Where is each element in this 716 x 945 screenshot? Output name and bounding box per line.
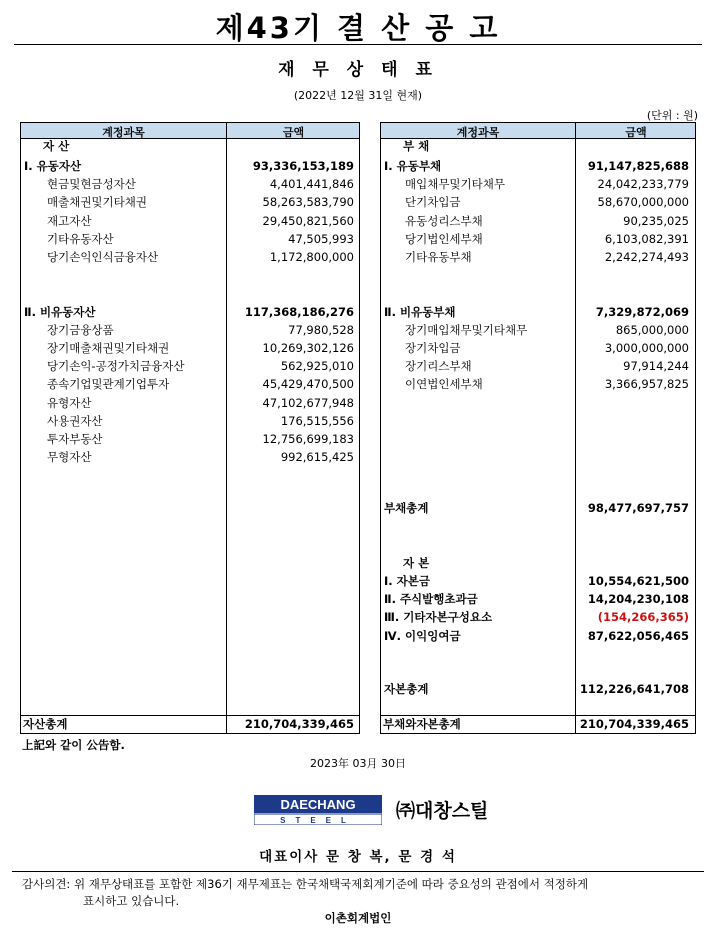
ceo-names: 대표이사 문 창 복, 문 경 석: [259, 849, 457, 865]
liability-row-amount: 58,670,000,000: [597, 195, 689, 210]
equity-total-amount: 112,226,641,708: [579, 682, 689, 696]
asset-row-amount: 176,515,556: [280, 413, 354, 428]
asset-row-label: 장기금융상품: [47, 322, 114, 337]
liability-row-label: 단기차입금: [405, 195, 461, 210]
asset-row-label: 무형자산: [47, 450, 92, 465]
equity-section-label: 자 본: [403, 556, 430, 570]
asset-row-amount: 4,401,441,846: [269, 177, 354, 192]
asset-row-amount: 29,450,821,560: [262, 213, 354, 228]
liability-row-amount: 3,000,000,000: [604, 341, 689, 355]
announcement-note: 上記와 같이 公告함.: [22, 738, 125, 752]
asset-row-amount: 12,756,699,183: [262, 432, 354, 446]
assets-total-label: 자산총계: [23, 717, 68, 731]
company-name: ㈜대창스틸: [396, 800, 489, 822]
equity-row-label: Ⅲ. 기타자본구성요소: [384, 610, 493, 625]
svg-text:DAECHANG: DAECHANG: [280, 797, 356, 812]
audit-opinion-line-2: 표시하고 있습니다.: [83, 894, 180, 908]
equity-total-label: 자본총계: [384, 682, 429, 696]
liability-row-amount: 97,914,244: [623, 359, 689, 374]
asset-row-label: 투자부동산: [47, 432, 103, 446]
asset-row-amount: 47,102,677,948: [262, 395, 354, 410]
account-column-header: 계정과목: [102, 126, 145, 139]
assets-table: [20, 122, 360, 734]
liabilities-section-label: 부 채: [403, 139, 430, 153]
liability-row-label: 장기차입금: [405, 341, 461, 355]
liability-row-label: 유동성리스부채: [405, 213, 483, 228]
title-rule: [14, 44, 702, 45]
asset-row-amount: 93,336,153,189: [252, 159, 354, 173]
asset-row-label: 사용권자산: [47, 413, 103, 428]
asset-row-amount: 58,263,583,790: [262, 195, 354, 210]
assets-section-label: 자 산: [43, 139, 70, 153]
equity-row-label: Ⅱ. 주식발행초과금: [384, 592, 478, 607]
asset-row-amount: 1,172,800,000: [269, 250, 354, 264]
asset-row-label: 당기손익-공정가치금융자산: [47, 359, 185, 374]
liability-row-label: 장기매입채무및기타채무: [405, 322, 528, 337]
asset-row-label: 현금및현금성자산: [47, 177, 136, 192]
liability-row-amount: 865,000,000: [615, 322, 689, 337]
liability-row-amount: 7,329,872,069: [595, 304, 689, 319]
asset-row-label: 종속기업및관계기업투자: [47, 377, 170, 392]
account-column-header: 계정과목: [456, 126, 500, 139]
liability-row-label: Ⅱ. 비유동부채: [384, 304, 456, 319]
asset-row-label: 당기손익인식금융자산: [47, 250, 159, 264]
asset-row-amount: 117,368,186,276: [244, 304, 354, 319]
asset-row-amount: 45,429,470,500: [262, 377, 354, 392]
statement-title: 재 무 상 태 표: [278, 60, 438, 80]
amount-column-header: 금액: [625, 126, 647, 139]
liability-row-label: Ⅰ. 유동부채: [384, 159, 442, 173]
liabilities-total-amount: 98,477,697,757: [587, 501, 689, 515]
liability-row-amount: 91,147,825,688: [587, 159, 689, 173]
asset-row-amount: 992,615,425: [280, 450, 354, 465]
assets-total-amount: 210,704,339,465: [244, 717, 354, 731]
asset-row-label: 매출채권및기타채권: [47, 195, 147, 210]
auditor-name: 이촌회계법인: [324, 911, 392, 925]
equity-row-amount: 14,204,230,108: [587, 592, 689, 607]
page-title: 제43기 결 산 공 고: [215, 11, 501, 45]
liability-row-amount: 90,235,025: [623, 213, 689, 228]
liabilities-equity-table: [380, 122, 696, 734]
daechang-steel-logo: [254, 795, 382, 825]
liabilities-equity-total-row: [381, 715, 695, 733]
equity-row-amount: 87,622,056,465: [587, 628, 689, 643]
asset-row-label: Ⅱ. 비유동자산: [24, 304, 96, 319]
liabilities-equity-total-label: 부채와자본총계: [383, 717, 461, 731]
liability-row-amount: 2,242,274,493: [604, 250, 689, 264]
bottom-rule: [12, 871, 704, 872]
asset-row-label: 장기매출채권및기타채권: [47, 341, 170, 355]
liability-row-label: 장기리스부채: [405, 359, 472, 374]
equity-row-amount: 10,554,621,500: [587, 574, 689, 588]
asset-row-label: 기타유동자산: [47, 231, 114, 246]
amount-column-header: 금액: [282, 126, 305, 139]
equity-row-label: Ⅳ. 이익잉여금: [384, 628, 461, 643]
asset-row-amount: 77,980,528: [288, 322, 354, 337]
asset-row-amount: 47,505,993: [288, 231, 354, 246]
liability-row-label: 이연법인세부채: [405, 377, 483, 392]
equity-row-amount: (154,266,365): [597, 610, 689, 625]
unit-label: (단위 : 원): [646, 109, 698, 122]
liability-row-label: 기타유동부채: [405, 250, 472, 264]
asset-row-label: 재고자산: [47, 213, 92, 228]
liabilities-total-label: 부채총계: [384, 501, 429, 515]
audit-opinion-line-1: 감사의견: 위 재무상태표를 포함한 제36기 재무제표는 한국채택국제회계기준에 따라 중요성의 관점에서 적정하게: [22, 877, 589, 891]
svg-text:STEEL: STEEL: [280, 816, 356, 825]
announcement-date: 2023年 03月 30日: [310, 757, 406, 770]
liabilities-equity-total-amount: 210,704,339,465: [579, 717, 689, 731]
equity-row-label: Ⅰ. 자본금: [384, 574, 430, 588]
liability-row-amount: 24,042,233,779: [597, 177, 689, 192]
asset-row-amount: 562,925,010: [280, 359, 354, 374]
liability-row-label: 매입채무및기타채무: [405, 177, 505, 192]
liability-row-amount: 3,366,957,825: [604, 377, 689, 392]
liability-row-label: 당기법인세부채: [405, 231, 483, 246]
asset-row-label: Ⅰ. 유동자산: [24, 159, 82, 173]
assets-total-row: [21, 715, 359, 733]
asset-row-label: 유형자산: [47, 395, 92, 410]
asset-row-amount: 10,269,302,126: [262, 341, 354, 355]
liability-row-amount: 6,103,082,391: [604, 231, 689, 246]
statement-date: (2022년 12월 31일 현재): [293, 89, 423, 102]
